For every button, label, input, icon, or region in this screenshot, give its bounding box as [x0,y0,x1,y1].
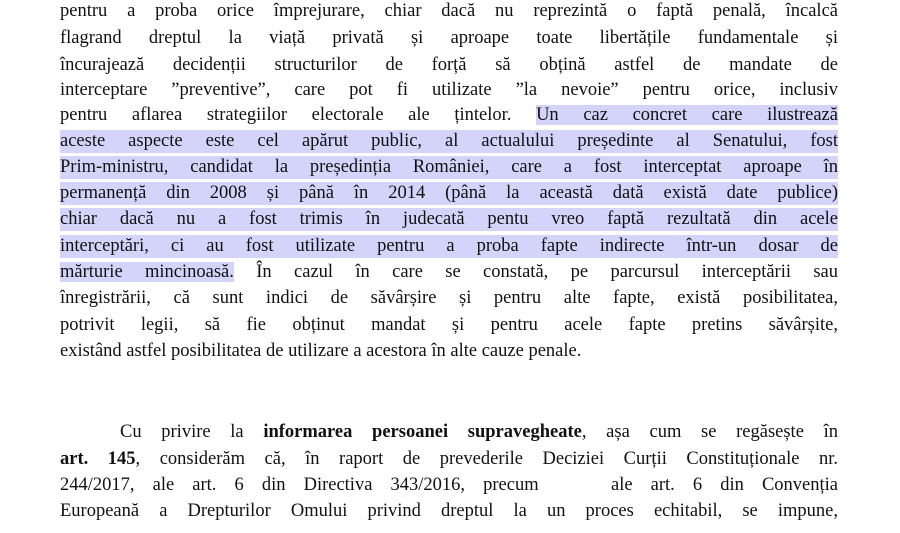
paragraph-line [60,261,838,284]
highlighted-text[interactable]: Un caz concret care ilustrează [536,105,838,125]
paragraph-line: Cu privire la informarea persoanei supravegheate, așa cum se regăsește în [120,422,838,442]
bold-term: informarea persoanei supravegheate [263,422,582,442]
paragraph-line: 244/2017, ale art. 6 din Directiva 343/2016, precum ale art. 6 din Convenția [60,475,838,495]
paragraph-line: Europeană a Drepturilor Omului privind dreptul la un proces echitabil, se impune, [60,501,838,521]
highlighted-line[interactable]: permanență din 2008 și până în 2014 (până la această dată există date publice) [60,183,838,203]
paragraph-line: flagrand dreptul la viață privată și aproape toate libertățile fundamentale și [60,28,838,48]
paragraph-line: pentru a proba orice împrejurare, chiar dacă nu reprezintă o faptă penală, încalcă [60,1,838,21]
highlighted-line[interactable]: interceptări, ci au fost utilizate pentru a proba fapte indirecte într-un dosar de [60,236,838,256]
highlighted-line[interactable]: Prim-ministru, candidat la președinția României, care a fost interceptat aproape în [60,157,838,177]
plain-text: În cazul în care se constată, pe parcursul interceptării sau [233,262,839,282]
paragraph-line: art. 145, considerăm că, în raport de prevederile Deciziei Curții Constituționale nr. [60,449,838,469]
paragraph-line: înregistrării, că sunt indici de săvârșire și pentru alte fapte, există posibilitatea, [60,288,838,308]
paragraph-line: interceptare ”preventive”, care pot fi utilizate ”la nevoie” pentru orice, inclusiv [60,80,838,100]
plain-text: pentru aflarea strategiilor electorale ale țintelor. [60,105,537,125]
paragraph-line: încurajează decidenții structurilor de forță să obțină astfel de mandate de [60,55,838,75]
paragraph-line: potrivit legii, să fie obținut mandat și pentru acele fapte pretins săvârșite, [60,315,838,335]
bold-term: art. 145 [60,449,136,469]
highlighted-text[interactable]: mărturie mincinoasă. [60,262,234,282]
highlighted-line[interactable]: chiar dacă nu a fost trimis în judecată pentu vreo faptă rezultată din acele [60,209,838,229]
highlighted-line[interactable]: aceste aspecte este cel apărut public, al actualului președinte al Senatului, fost [60,131,838,151]
paragraph-line: existând astfel posibilitatea de utilizare a acestora în alte cauze penale. [60,341,582,361]
paragraph-line [60,104,838,127]
